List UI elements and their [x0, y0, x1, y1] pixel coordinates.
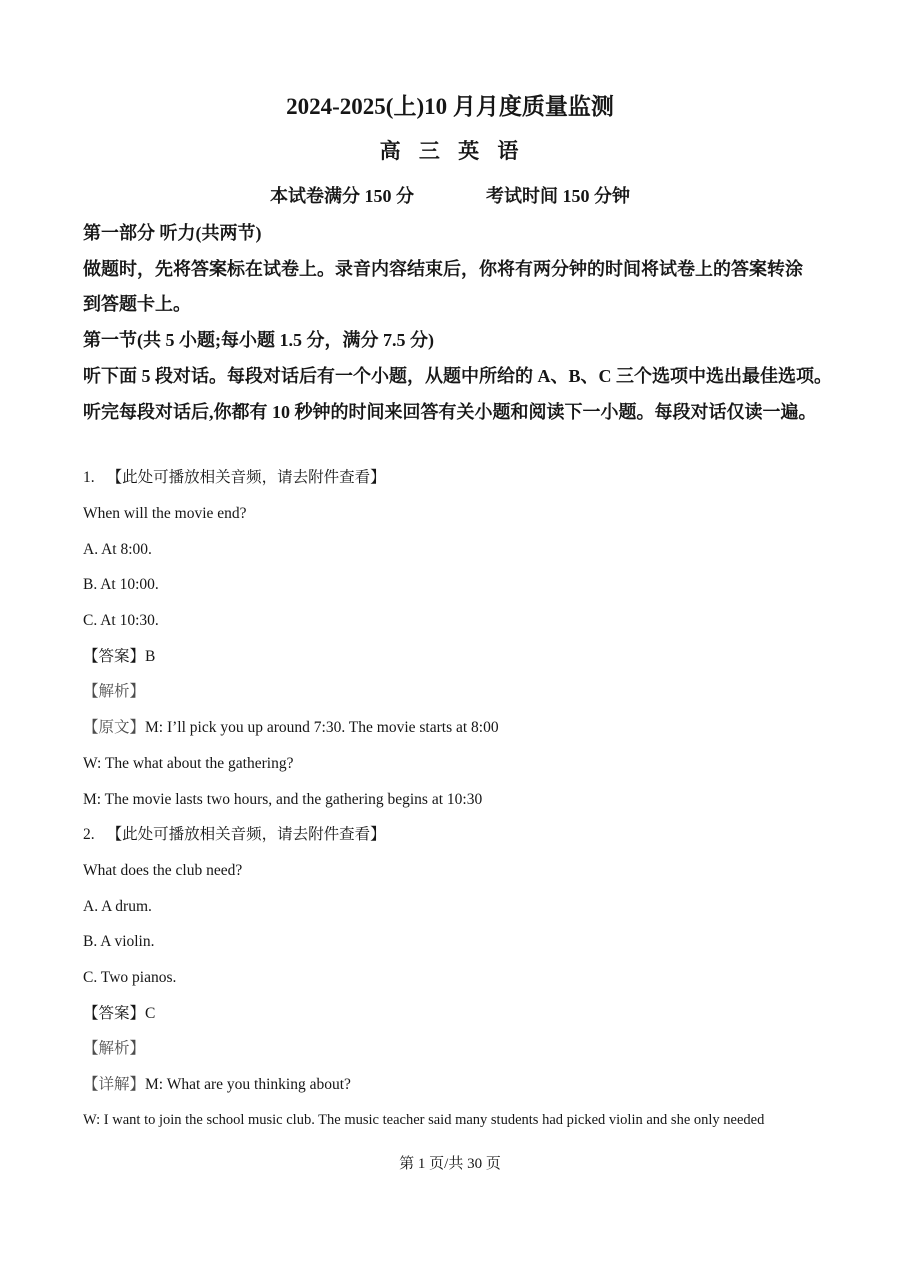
question-1-stem: When will the movie end? — [83, 504, 247, 522]
section1-direction-line1: 听下面 5 段对话。每段对话后有一个小题，从题中所给的 A、B、C 三个选项中选出最佳选项。 — [83, 365, 832, 386]
question-1-option-b: B. At 10:00. — [83, 576, 159, 594]
part1-heading: 第一部分 听力(共两节) — [83, 223, 262, 243]
full-score-note: 本试卷满分 150 分 — [270, 186, 414, 206]
exam-duration-note: 考试时间 150 分钟 — [486, 186, 630, 206]
page-number-indicator: 第 1 页/共 30 页 — [399, 1156, 501, 1172]
part1-note-line1: 做题时，先将答案标在试卷上。录音内容结束后，你将有两分钟的时间将试卷上的答案转涂 — [83, 258, 803, 279]
section1-direction-line2: 听完每段对话后,你都有 10 秒钟的时间来回答有关小题和阅读下一小题。每段对话仅读一遍。 — [83, 401, 817, 422]
page-footer — [0, 1150, 900, 1178]
question-2-header — [83, 817, 820, 853]
document-body — [83, 216, 832, 1139]
question-2-transcript-line1 — [83, 1067, 820, 1103]
question-2-stem: What does the club need? — [83, 861, 243, 879]
question-2-answer-line — [83, 996, 820, 1032]
question-2-source-label: 【详解】 — [83, 1076, 146, 1094]
question-1-number: 1. — [83, 469, 95, 487]
question-1-source-label: 【原文】 — [83, 719, 146, 737]
question-2-dialogue-2: W: I want to join the school music club. The music teacher said many students had picked violin and she only needed — [83, 1111, 765, 1128]
question-2-option-a: A. A drum. — [83, 897, 152, 915]
question-1-dialogue-2: W: The what about the gathering? — [83, 754, 294, 772]
question-2-answer-value: C — [145, 1004, 156, 1022]
question-1-audio-note: 【此处可播放相关音频，请去附件查看】 — [106, 469, 386, 487]
question-2-audio-note: 【此处可播放相关音频，请去附件查看】 — [106, 826, 386, 844]
question-1-option-c: C. At 10:30. — [83, 612, 159, 630]
question-1-transcript-line1 — [83, 710, 820, 746]
question-2-option-c: C. Two pianos. — [83, 969, 177, 987]
question-1-header — [83, 460, 820, 496]
document-title: 2024-2025(上)10 月月度质量监测 — [286, 94, 614, 119]
question-1-dialogue-1: M: I’ll pick you up around 7:30. The movie starts at 8:00 — [145, 719, 499, 737]
question-1-dialogue-3: M: The movie lasts two hours, and the gathering begins at 10:30 — [83, 790, 483, 808]
exam-meta-row — [0, 182, 900, 210]
question-2-dialogue-1: M: What are you thinking about? — [145, 1076, 351, 1094]
question-1-analysis-label: 【解析】 — [83, 683, 146, 701]
question-1-answer-label: 【答案】 — [83, 647, 146, 665]
question-2-answer-label: 【答案】 — [83, 1004, 146, 1022]
question-2-analysis-label: 【解析】 — [83, 1040, 146, 1058]
part1-note-line2: 到答题卡上。 — [83, 294, 191, 315]
section1-heading: 第一节(共 5 小题;每小题 1.5 分，满分 7.5 分) — [83, 330, 434, 351]
question-1-option-a: A. At 8:00. — [83, 540, 152, 558]
question-2-option-b: B. A violin. — [83, 933, 155, 951]
document-header — [0, 0, 900, 210]
question-1-answer-line — [83, 639, 820, 675]
document-subtitle: 高 三 英 语 — [379, 139, 521, 163]
question-2-number: 2. — [83, 826, 95, 844]
question-1-answer-value: B — [145, 647, 156, 665]
